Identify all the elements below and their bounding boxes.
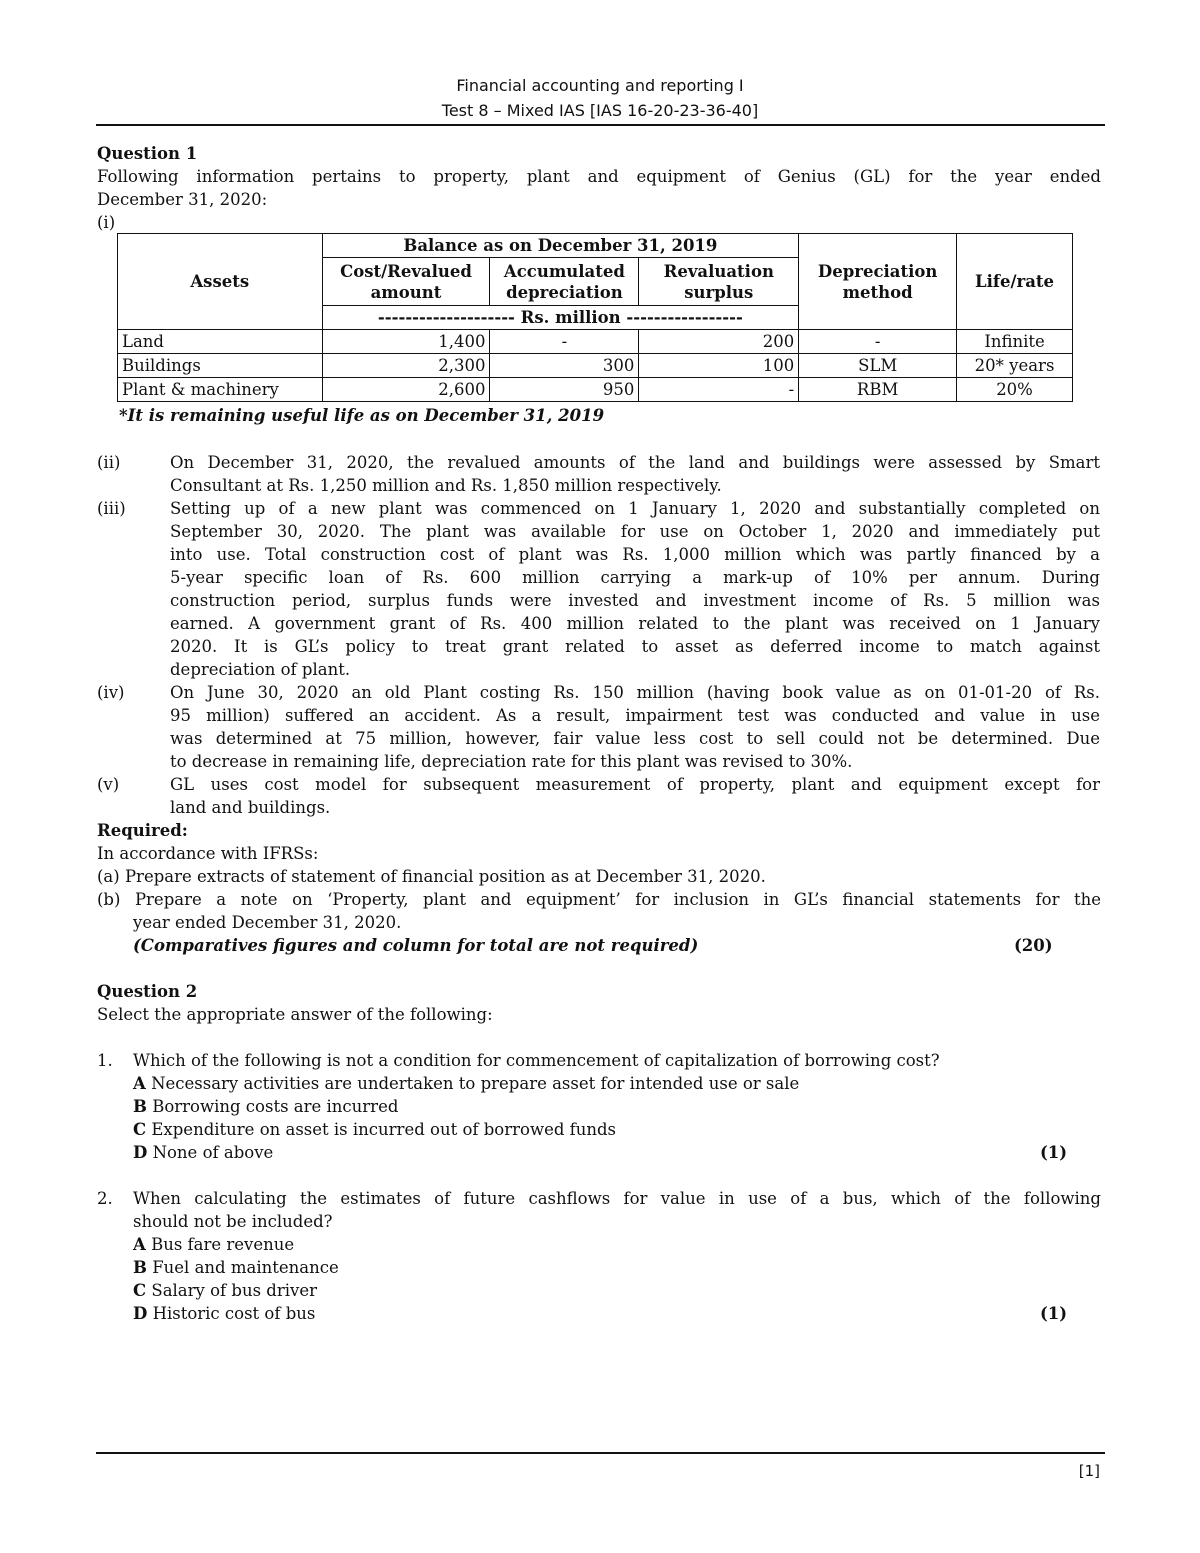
- cell-life: Infinite: [957, 330, 1073, 354]
- cell-cost: 2,300: [322, 354, 490, 378]
- mcq-1-option-d: D None of above: [133, 1143, 274, 1162]
- item-iii-label: (iii): [97, 499, 126, 518]
- header-test-title: Test 8 – Mixed IAS [IAS 16-20-23-36-40]: [441, 101, 759, 120]
- item-iv-line: to decrease in remaining life, depreciation rate for this plant was revised to 30%.: [170, 752, 853, 771]
- col-header-life-rate: Life/rate: [957, 234, 1073, 330]
- cell-reval: -: [639, 378, 799, 402]
- cell-method: SLM: [799, 354, 957, 378]
- item-iii-line: 2020. It is GL’s policy to treat grant related to asset as deferred income to match against: [170, 637, 1100, 656]
- cell-reval: 200: [639, 330, 799, 354]
- item-ii-label: (ii): [97, 453, 121, 472]
- question-2-title: Question 2: [97, 982, 198, 1001]
- question-1-title: Question 1: [97, 144, 198, 163]
- ppe-balance-table: [117, 233, 1073, 402]
- col-header-revaluation-surplus: Revaluation surplus: [639, 258, 799, 306]
- table-row: [118, 330, 1073, 354]
- cell-method: RBM: [799, 378, 957, 402]
- mcq-2-option-b: B Fuel and maintenance: [133, 1258, 339, 1277]
- mcq-1-option-b: B Borrowing costs are incurred: [133, 1097, 399, 1116]
- cell-asset: Plant & machinery: [118, 378, 323, 402]
- item-ii-line: On December 31, 2020, the revalued amounts of the land and buildings were assessed by Smart: [170, 453, 1100, 472]
- col-header-accumulated-depreciation: Accumulated depreciation: [490, 258, 639, 306]
- required-b-line1: (b) Prepare a note on ‘Property, plant and equipment’ for inclusion in GL’s financial statements for the: [97, 890, 1101, 909]
- required-intro: In accordance with IFRSs:: [97, 844, 319, 863]
- item-v-label: (v): [97, 775, 120, 794]
- footer-divider: [96, 1452, 1105, 1454]
- item-iv-line: was determined at 75 million, however, fair value less cost to sell could not be determined. Due: [170, 729, 1100, 748]
- cell-accum: 300: [490, 354, 639, 378]
- col-header-assets: Assets: [118, 234, 323, 330]
- item-iii-line: 5-year specific loan of Rs. 600 million carrying a mark-up of 10% per annum. During: [170, 568, 1100, 587]
- item-v-line: land and buildings.: [170, 798, 331, 817]
- table-row: [118, 378, 1073, 402]
- table-row: [118, 354, 1073, 378]
- cell-cost: 2,600: [322, 378, 490, 402]
- item-iv-line: On June 30, 2020 an old Plant costing Rs. 150 million (having book value as on 01-01-20 of Rs.: [170, 683, 1100, 702]
- sub-item-i-label: (i): [97, 213, 116, 232]
- cell-cost: 1,400: [322, 330, 490, 354]
- question-1-intro-line2: December 31, 2020:: [97, 190, 268, 209]
- question-1-intro-line1: Following information pertains to property, plant and equipment of Genius (GL) for the year ended: [97, 167, 1101, 186]
- item-v-line: GL uses cost model for subsequent measurement of property, plant and equipment except for: [170, 775, 1100, 794]
- units-row: -------------------- Rs. million -----------------: [322, 306, 799, 330]
- cell-life: 20* years: [957, 354, 1073, 378]
- item-iii-line: earned. A government grant of Rs. 400 million related to the plant was received on 1 January: [170, 614, 1100, 633]
- item-iii-line: construction period, surplus funds were invested and investment income of Rs. 5 million was: [170, 591, 1100, 610]
- cell-accum: -: [490, 330, 639, 354]
- required-a: (a) Prepare extracts of statement of financial position as at December 31, 2020.: [97, 867, 766, 886]
- mcq-1-marks: (1): [1040, 1143, 1068, 1162]
- mcq-2-stem: When calculating the estimates of future cashflows for value in use of a bus, which of the following: [133, 1189, 1101, 1208]
- question-1-marks: (20): [1014, 936, 1053, 955]
- item-iii-line: September 30, 2020. The plant was available for use on October 1, 2020 and immediately put: [170, 522, 1100, 541]
- required-note: (Comparatives figures and column for total are not required): [133, 936, 699, 955]
- cell-life: 20%: [957, 378, 1073, 402]
- mcq-2-option-a: A Bus fare revenue: [133, 1235, 295, 1254]
- mcq-2-option-d: D Historic cost of bus: [133, 1304, 316, 1323]
- question-2-intro: Select the appropriate answer of the following:: [97, 1005, 493, 1024]
- mcq-1-option-c: C Expenditure on asset is incurred out of borrowed funds: [133, 1120, 617, 1139]
- item-ii-line: Consultant at Rs. 1,250 million and Rs. 1,850 million respectively.: [170, 476, 722, 495]
- item-iv-line: 95 million) suffered an accident. As a result, impairment test was conducted and value in use: [170, 706, 1100, 725]
- mcq-2-stem: should not be included?: [133, 1212, 333, 1231]
- col-group-header-balance: Balance as on December 31, 2019: [322, 234, 799, 258]
- item-iii-line: Setting up of a new plant was commenced on 1 January 1, 2020 and substantially completed on: [170, 499, 1100, 518]
- required-b-line2: year ended December 31, 2020.: [133, 913, 402, 932]
- mcq-2-option-c: C Salary of bus driver: [133, 1281, 317, 1300]
- cell-method: -: [799, 330, 957, 354]
- col-header-cost: Cost/Revalued amount: [322, 258, 490, 306]
- cell-asset: Buildings: [118, 354, 323, 378]
- cell-asset: Land: [118, 330, 323, 354]
- required-title: Required:: [97, 821, 188, 840]
- cell-accum: 950: [490, 378, 639, 402]
- header-course-title: Financial accounting and reporting I: [456, 76, 744, 95]
- page-number: [1]: [1078, 1462, 1100, 1480]
- mcq-1-stem: Which of the following is not a condition for commencement of capitalization of borrowing cost?: [133, 1051, 940, 1070]
- mcq-1-option-a: A Necessary activities are undertaken to prepare asset for intended use or sale: [133, 1074, 800, 1093]
- col-header-depreciation-method: Depreciation method: [799, 234, 957, 330]
- mcq-2-marks: (1): [1040, 1304, 1068, 1323]
- mcq-1-number: 1.: [97, 1051, 113, 1070]
- cell-reval: 100: [639, 354, 799, 378]
- item-iii-line: depreciation of plant.: [170, 660, 351, 679]
- mcq-2-number: 2.: [97, 1189, 113, 1208]
- header-divider: [96, 124, 1105, 126]
- item-iv-label: (iv): [97, 683, 125, 702]
- table-footnote: *It is remaining useful life as on December 31, 2019: [119, 406, 605, 425]
- item-iii-line: into use. Total construction cost of plant was Rs. 1,000 million which was partly financed by a: [170, 545, 1100, 564]
